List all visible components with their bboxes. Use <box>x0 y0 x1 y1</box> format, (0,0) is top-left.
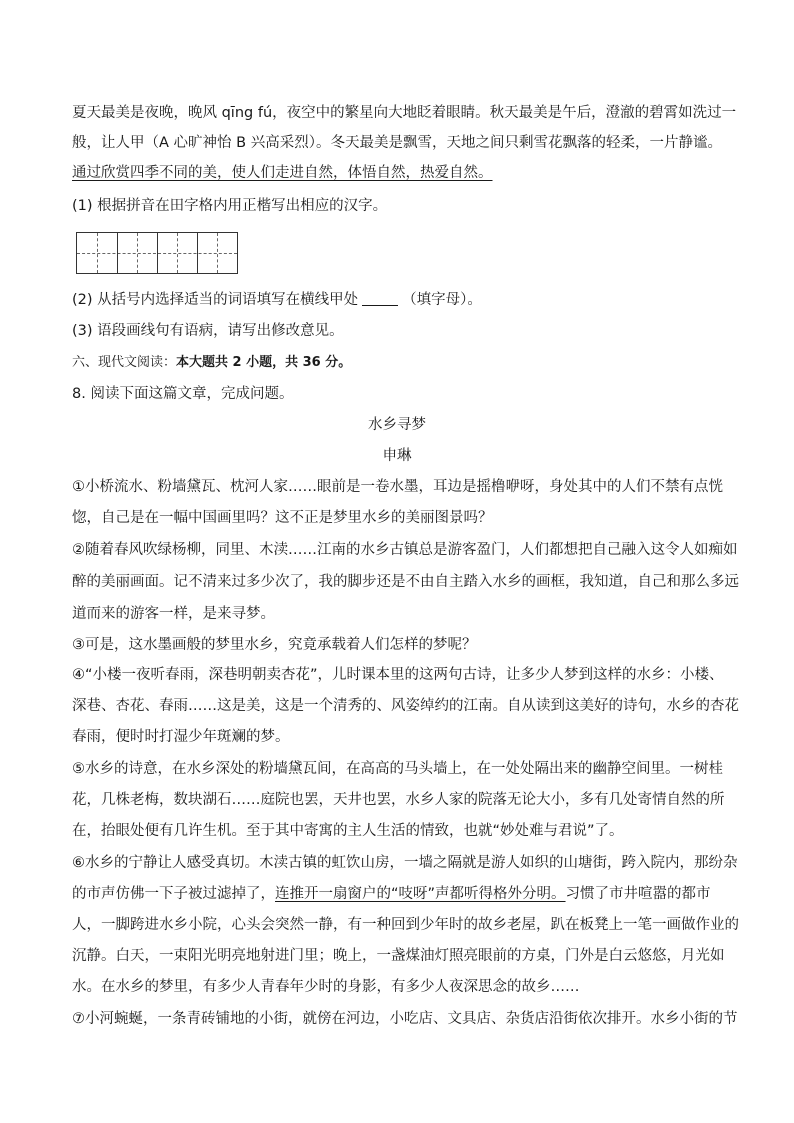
article-text: 的市声仿佛一下子被过滤掉了， <box>72 886 275 902</box>
question-2 <box>72 290 722 310</box>
section-heading <box>72 353 722 373</box>
question-2-text: (2) 从括号内选择适当的词语填写在横线甲处 <box>72 292 359 308</box>
article-line: 道而来的游客一样，是来寻梦。 <box>72 606 275 622</box>
paragraph-line: 般，让人甲（A 心旷神怡 B 兴高采烈）。冬天最美是飘雪，天地之间只剩雪花飘落的轻柔，一片静谧。 <box>72 135 722 151</box>
article-line: 沉静。白天，一束阳光明亮地射进门里；晚上，一盏煤油灯照亮眼前的方桌，门外是白云悠悠，月光如 <box>72 948 725 964</box>
article-line: 水。在水乡的梦里，有多少人青春年少时的身影，有多少人夜深思念的故乡…… <box>72 979 580 995</box>
article-author: 申琳 <box>382 448 412 464</box>
question-2-suffix: （填字母）。 <box>402 292 482 308</box>
question-1: (1) 根据拼音在田字格内用正楷写出相应的汉字。 <box>72 198 388 214</box>
article-line: 深巷、杏花、春雨……这是美，这是一个清秀的、风姿绰约的江南。自从读到这美好的诗句，水乡的杏花 <box>72 698 739 714</box>
article-line: 春雨，便时时打湿少年斑斓的梦。 <box>72 729 290 745</box>
article-line: 醉的美丽画面。记不清来过多少次了，我的脚步还是不由自主踏入水乡的画框，我知道，自己和那么多远 <box>72 574 739 590</box>
article-line: ⑦小河蜿蜒，一条青砖铺地的小街，就傍在河边，小吃店、文具店、杂货店沿街依次排开。水乡小街的节 <box>72 1011 738 1027</box>
paragraph-line: 夏天最美是夜晚，晚风 qīng fú，夜空中的繁星向大地眨着眼睛。秋天最美是午后，澄澈的碧霄如洗过一 <box>72 105 737 121</box>
section-prefix: 六、现代文阅读： <box>72 355 177 370</box>
section-score: 本大题共 2 小题，共 36 分。 <box>176 355 352 370</box>
article-text: 习惯了市井喧嚣的都市 <box>565 886 711 902</box>
article-line <box>72 884 722 904</box>
article-line: 惚，自己是在一幅中国画里吗？这不正是梦里水乡的美丽图景吗？ <box>72 510 493 526</box>
article-line: ④“小楼一夜听春雨，深巷明朝卖杏花”，儿时课本里的这两句古诗，让多少人梦到这样的水乡：小楼、 <box>72 667 724 683</box>
answer-blank[interactable] <box>362 291 398 306</box>
underlined-sentence: 通过欣赏四季不同的美，使人们走进自然，体悟自然，热爱自然。 <box>72 165 493 181</box>
underlined-sentence: 连推开一扇窗户的“吱呀”声都听得格外分明。 <box>275 886 566 902</box>
tianzige-grid[interactable] <box>76 232 238 274</box>
question-8-prompt: 8. 阅读下面这篇文章，完成问题。 <box>72 386 294 402</box>
article-line: 花，几株老梅，数块湖石……庭院也罢，天井也罢，水乡人家的院落无论大小，多有几处寄情自然的所 <box>72 792 725 808</box>
article-line: ③可是，这水墨画般的梦里水乡，究竟承载着人们怎样的梦呢？ <box>72 637 477 653</box>
article-line: ⑤水乡的诗意，在水乡深处的粉墙黛瓦间，在高高的马头墙上，在一处处隔出来的幽静空间里。一树桂 <box>72 761 723 777</box>
article-line: ①小桥流水、粉墙黛瓦、枕河人家……眼前是一卷水墨，耳边是摇橹咿呀，身处其中的人们不禁有点恍 <box>72 479 723 495</box>
question-3: (3) 语段画线句有语病，请写出修改意见。 <box>72 323 344 339</box>
article-line: ②随着春风吹绿杨柳，同里、木渎……江南的水乡古镇总是游客盈门，人们都想把自己融入这令人如痴如 <box>72 542 738 558</box>
article-title: 水乡寻梦 <box>368 417 426 433</box>
article-line: 人，一脚跨进水乡小院，心头会突然一静，有一种回到少年时的故乡老屋，趴在板凳上一笔一画做作业的 <box>72 917 739 933</box>
article-line: 在，抬眼处便有几许生机。至于其中寄寓的主人生活的情致，也就“妙处难与君说”了。 <box>72 823 624 839</box>
article-line: ⑥水乡的宁静让人感受真切。木渎古镇的虹饮山房，一墙之隔就是游人如织的山塘街，跨入院内，那纷杂 <box>72 855 738 871</box>
